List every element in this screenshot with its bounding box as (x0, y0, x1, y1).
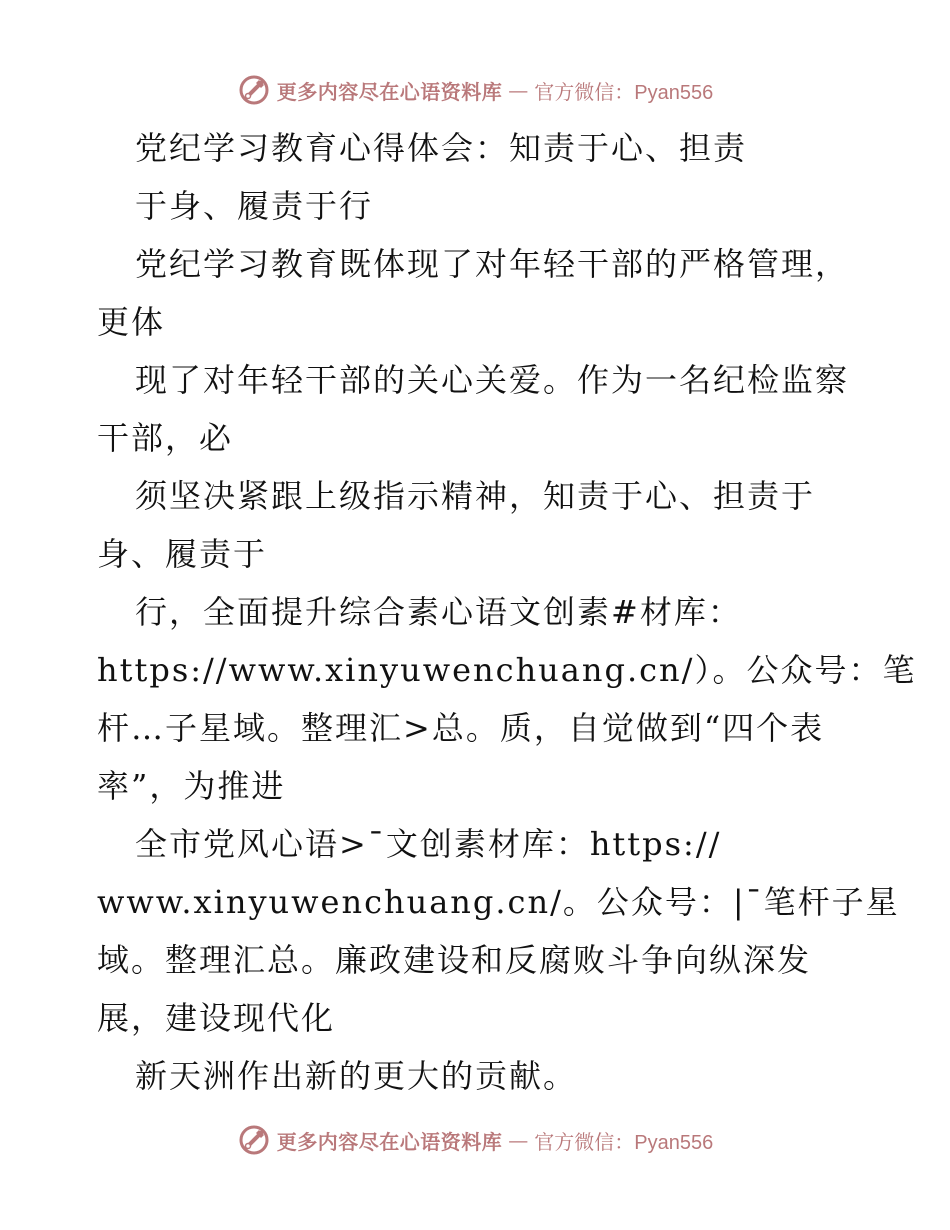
watermark-separator: — (508, 1128, 529, 1152)
footer-watermark (0, 1120, 950, 1160)
document-title-line-2: 于身、履责于行 (135, 187, 374, 225)
paragraph-line: 全市党风心语>¯文创素材库：https:// (135, 825, 722, 863)
pen-logo-icon (237, 73, 271, 107)
paragraph-line: 杆…子星域。整理汇>总。质，自觉做到“四个表 (97, 709, 825, 747)
watermark-brand: 更多内容尽在心语资料库 (276, 1129, 503, 1154)
document-title-line-1: 党纪学习教育心得体会：知责于心、担责 (135, 129, 748, 167)
paragraph-line: https://www.xinyuwenchuang.cn/）。公众号：笔 (97, 651, 917, 689)
watermark-wechat: 官方微信：Pyan556 (534, 81, 714, 104)
paragraph-line: 新天洲作出新的更大的贡献。 (135, 1057, 578, 1095)
pen-logo-icon (237, 1123, 271, 1157)
header-watermark (0, 70, 950, 110)
paragraph-line: 须坚决紧跟上级指示精神，知责于心、担责于 (135, 477, 816, 515)
paragraph-line: www.xinyuwenchuang.cn/。公众号：|¯笔杆子星 (97, 883, 900, 921)
watermark-brand: 更多内容尽在心语资料库 (276, 79, 503, 104)
watermark-separator: — (508, 78, 529, 102)
paragraph-line: 身、履责于 (97, 535, 268, 573)
paragraph-line: 域。整理汇总。廉政建设和反腐败斗争向纵深发 (97, 941, 812, 979)
paragraph-line: 现了对年轻干部的关心关爱。作为一名纪检监察 (135, 361, 850, 399)
paragraph-line: 更体 (97, 303, 166, 341)
watermark-wechat: 官方微信：Pyan556 (534, 1131, 714, 1154)
paragraph-line: 率”，为推进 (97, 767, 286, 805)
paragraph-line: 展，建设现代化 (97, 999, 336, 1037)
paragraph-line: 行，全面提升综合素心语文创素#材库： (135, 593, 742, 631)
paragraph-line: 党纪学习教育既体现了对年轻干部的严格管理， (135, 245, 850, 283)
paragraph-line: 干部，必 (97, 419, 234, 457)
